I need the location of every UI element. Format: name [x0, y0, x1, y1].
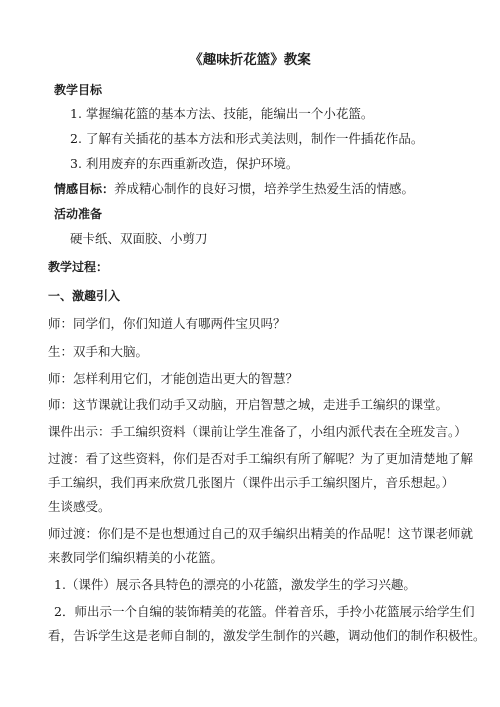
part1-heading: 一、激趣引入 — [48, 289, 121, 303]
emotion-goal-label: 情感目标： — [54, 182, 115, 196]
body-line: 手工编织，我们再来欣赏几张图片（课件出示手工编织图片，音乐想起。） — [48, 475, 455, 490]
body-line: 课件出示：手工编织资料（课前让学生准备了，小组内派代表在全班发言。） — [48, 424, 467, 439]
goals-heading: 教学目标 — [54, 83, 103, 97]
emotion-goal — [54, 181, 414, 197]
body-line: 1.（课件）展示各具特色的漂亮的小花篮，激发学生的学习兴趣。 — [54, 577, 416, 592]
prep-heading: 活动准备 — [54, 207, 103, 221]
process-heading: 教学过程： — [48, 260, 109, 274]
prep-text: 硬卡纸、双面胶、小剪刀 — [70, 231, 208, 246]
goal-item: 3. 利用废弃的东西重新改造，保护环境。 — [70, 156, 299, 171]
document-title: 《趣味折花篮》教案 — [189, 52, 311, 68]
body-line: 师过渡：你们是不是也想通过自己的双手编织出精美的作品呢！这节课老师就 — [48, 526, 474, 541]
body-line: 过渡：看了这些资料，你们是否对手工编织有所了解呢？为了更加清楚地了解 — [48, 451, 474, 466]
body-line: 师：怎样利用它们，才能创造出更大的智慧？ — [48, 371, 299, 386]
body-line: 来教同学们编织精美的小花篮。 — [48, 550, 224, 565]
body-line: 2．师出示一个自编的装饰精美的花篮。伴着音乐，手拎小花篮展示给学生们 — [54, 604, 475, 619]
goal-item: 1. 掌握编花篮的基本方法、技能，能编出一个小花篮。 — [70, 106, 374, 121]
goal-item: 2. 了解有关插花的基本方法和形式美法则，制作一件插花作品。 — [70, 131, 424, 146]
emotion-goal-text: 养成精心制作的良好习惯，培养学生热爱生活的情感。 — [114, 181, 415, 196]
body-line: 生谈感受。 — [48, 499, 111, 514]
body-line: 生：双手和大脑。 — [48, 344, 149, 359]
body-line: 看，告诉学生这是老师自制的，激发学生制作的兴趣，调动他们的制作积极性。 — [48, 628, 486, 643]
body-line: 师：这节课就让我们动手又动脑，开启智慧之城，走进手工编织的课堂。 — [48, 397, 449, 412]
body-line: 师：同学们，你们知道人有哪两件宝贝吗？ — [48, 316, 286, 331]
